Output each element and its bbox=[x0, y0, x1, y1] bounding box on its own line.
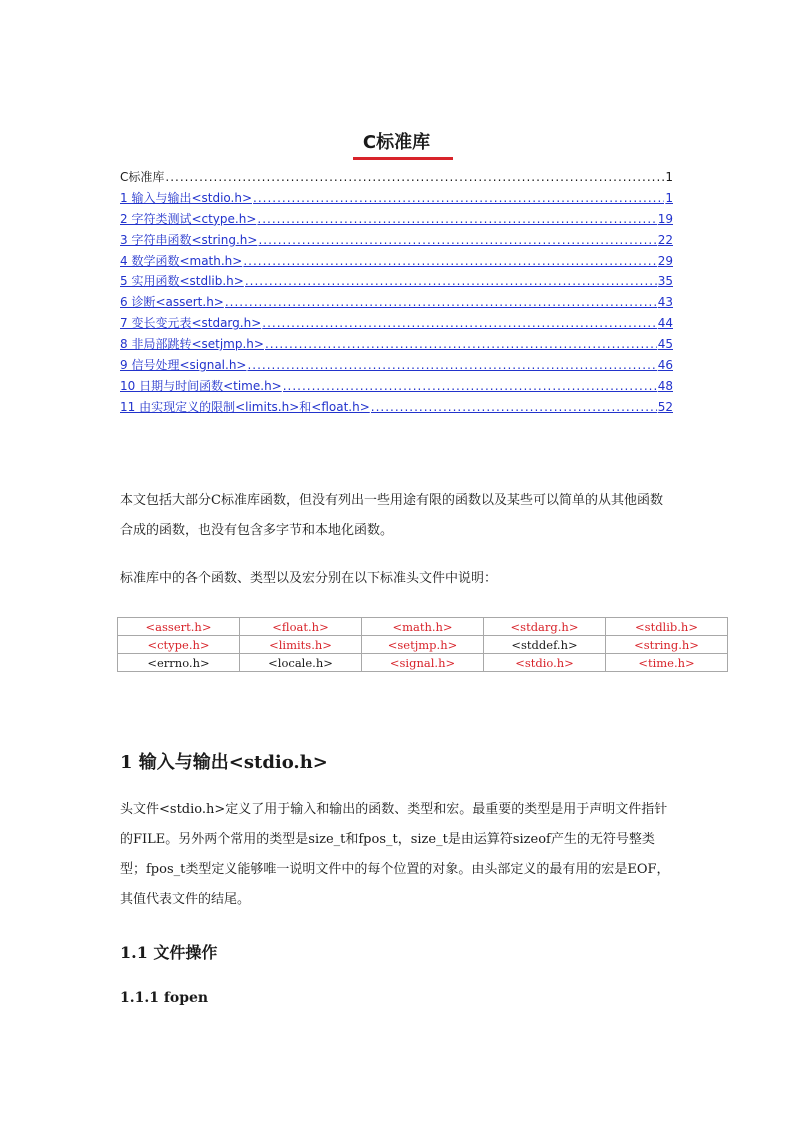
header-cell: <time.h> bbox=[606, 654, 728, 672]
toc-entry[interactable] bbox=[120, 293, 673, 314]
toc-leader-dots bbox=[257, 212, 656, 226]
header-cell: <ctype.h> bbox=[118, 636, 240, 654]
toc-entry[interactable] bbox=[120, 189, 673, 210]
header-cell: <math.h> bbox=[362, 618, 484, 636]
toc-entry-label: 6 诊断<assert.h> bbox=[120, 295, 224, 310]
toc-leader-dots bbox=[165, 170, 664, 184]
toc-entry[interactable] bbox=[120, 168, 673, 189]
toc-entry-page: 1 bbox=[665, 190, 673, 205]
section-1-paragraph: 头文件<stdio.h>定义了用于输入和输出的函数、类型和宏。最重要的类型是用于声明文件指针的FILE。另外两个常用的类型是size_t和fpos_t，size_t是由运算符sizeof产生的无符号整类型；fpos_t类型定义能够唯一说明文件中的每个位置的对象。由头部定义的最有用的宏是EOF，其值代表文件的结尾。 bbox=[120, 802, 670, 907]
toc-entry[interactable] bbox=[120, 335, 673, 356]
toc-leader-dots bbox=[225, 295, 657, 309]
toc-entry-label: 2 字符类测试<ctype.h> bbox=[120, 211, 257, 226]
toc-entry-label: 4 数学函数<math.h> bbox=[120, 253, 243, 268]
toc-entry-label: 8 非局部跳转<setjmp.h> bbox=[120, 337, 264, 352]
toc-entry-label: 9 信号处理<signal.h> bbox=[120, 358, 247, 373]
toc-entry[interactable] bbox=[120, 272, 673, 293]
toc-entry-page: 19 bbox=[657, 211, 673, 226]
toc-entry-page: 46 bbox=[657, 358, 673, 373]
headers-intro-paragraph: 标准库中的各个函数、类型以及宏分别在以下标准头文件中说明： bbox=[120, 571, 498, 586]
toc-entry[interactable] bbox=[120, 210, 673, 231]
standard-headers-table bbox=[117, 617, 728, 672]
toc-leader-dots bbox=[247, 358, 656, 372]
toc-leader-dots bbox=[253, 191, 664, 205]
intro-paragraph: 本文包括大部分C标准库函数，但没有列出一些用途有限的函数以及某些可以简单的从其他函数合成的函数，也没有包含多字节和本地化函数。 bbox=[120, 493, 663, 538]
table-of-contents bbox=[120, 168, 673, 419]
toc-entry-label: C标准库 bbox=[120, 170, 165, 184]
toc-entry[interactable] bbox=[120, 231, 673, 252]
header-cell: <stdlib.h> bbox=[606, 618, 728, 636]
header-cell: <float.h> bbox=[240, 618, 362, 636]
section-1-1-1-heading: 1.1.1 fopen bbox=[120, 990, 209, 1006]
toc-entry[interactable] bbox=[120, 398, 673, 419]
header-cell: <stddef.h> bbox=[484, 636, 606, 654]
toc-entry-page: 48 bbox=[657, 378, 673, 393]
table-row bbox=[118, 654, 728, 672]
toc-leader-dots bbox=[258, 233, 656, 247]
toc-entry-page: 29 bbox=[657, 253, 673, 268]
table-row bbox=[118, 618, 728, 636]
document-title: C标准库 bbox=[362, 132, 431, 153]
header-cell: <setjmp.h> bbox=[362, 636, 484, 654]
toc-entry-page: 22 bbox=[657, 232, 673, 247]
header-cell: <stdarg.h> bbox=[484, 618, 606, 636]
toc-entry[interactable] bbox=[120, 314, 673, 335]
header-cell: <signal.h> bbox=[362, 654, 484, 672]
header-cell: <limits.h> bbox=[240, 636, 362, 654]
toc-entry-page: 35 bbox=[657, 274, 673, 289]
toc-entry-label: 7 变长变元表<stdarg.h> bbox=[120, 316, 262, 331]
table-row bbox=[118, 636, 728, 654]
section-1-heading: 1 输入与输出<stdio.h> bbox=[120, 752, 328, 773]
toc-entry-label: 3 字符串函数<string.h> bbox=[120, 232, 258, 247]
toc-leader-dots bbox=[262, 316, 656, 330]
toc-entry-label: 10 日期与时间函数<time.h> bbox=[120, 378, 282, 393]
toc-entry-label: 11 由实现定义的限制<limits.h>和<float.h> bbox=[120, 399, 370, 414]
toc-entry-page: 45 bbox=[657, 337, 673, 352]
title-underline bbox=[353, 157, 453, 160]
toc-entry-page: 52 bbox=[657, 399, 673, 414]
toc-leader-dots bbox=[265, 337, 657, 351]
toc-entry-page: 44 bbox=[657, 316, 673, 331]
toc-entry-label: 1 输入与输出<stdio.h> bbox=[120, 190, 253, 205]
header-cell: <string.h> bbox=[606, 636, 728, 654]
toc-entry-page: 1 bbox=[665, 170, 673, 184]
toc-entry[interactable] bbox=[120, 377, 673, 398]
header-cell: <assert.h> bbox=[118, 618, 240, 636]
toc-leader-dots bbox=[243, 254, 656, 268]
toc-entry-label: 5 实用函数<stdlib.h> bbox=[120, 274, 244, 289]
toc-entry-page: 43 bbox=[657, 295, 673, 310]
toc-entry[interactable] bbox=[120, 356, 673, 377]
header-cell: <stdio.h> bbox=[484, 654, 606, 672]
toc-leader-dots bbox=[283, 379, 657, 393]
toc-leader-dots bbox=[371, 400, 657, 414]
toc-leader-dots bbox=[245, 274, 657, 288]
toc-entry[interactable] bbox=[120, 252, 673, 273]
section-1-1-heading: 1.1 文件操作 bbox=[120, 943, 218, 962]
header-cell: <errno.h> bbox=[118, 654, 240, 672]
header-cell: <locale.h> bbox=[240, 654, 362, 672]
